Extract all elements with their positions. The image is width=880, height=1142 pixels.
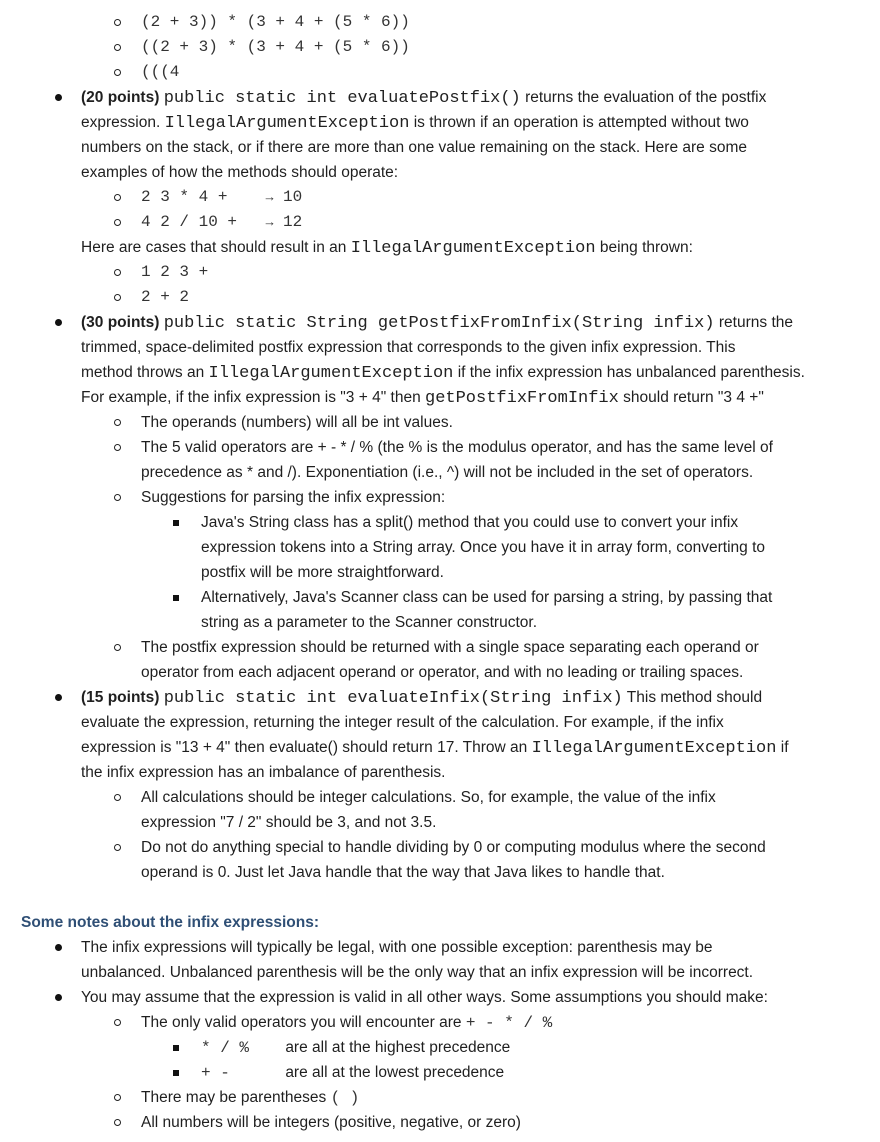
subitem [0, 835, 880, 860]
bullet-icon [55, 319, 62, 326]
subitem-continued [0, 810, 880, 835]
postfix-result: 10 [283, 188, 303, 206]
hollow-bullet-icon [114, 844, 121, 851]
subitem-text: The 5 valid operators are + - * / % (the % is the modulus operator, and has the same level of [141, 439, 773, 456]
suggestion [0, 585, 880, 610]
description: expression is "13 + 4" then evaluate() should return 17. Throw an [81, 739, 528, 756]
postfix-example-row [0, 210, 880, 235]
description-line [0, 360, 880, 385]
subitem-continued [0, 660, 880, 685]
subitem-text: operator from each adjacent operand or operator, and with no leading or trailing spaces. [141, 664, 744, 681]
description: numbers on the stack, or if there are more than one value remaining on the stack. Here are some [81, 139, 747, 156]
postfix-result: 12 [283, 213, 303, 231]
precedence-text: are all at the lowest precedence [285, 1064, 505, 1081]
arrow-icon: → [265, 190, 274, 205]
description: returns the [718, 314, 793, 331]
bullet-icon [55, 994, 62, 1001]
subitem [0, 485, 880, 510]
description-line [0, 735, 880, 760]
notes-heading: Some notes about the infix expressions: [21, 914, 320, 931]
error-intro [0, 235, 880, 260]
description: should return "3 4 +" [623, 389, 764, 406]
error-case: 1 2 3 + [141, 263, 209, 281]
suggestion-text: expression tokens into a String array. Once you have it in array form, converting to [201, 539, 766, 556]
assumption-text: All numbers will be integers (positive, negative, or zero) [141, 1114, 521, 1131]
infix-to-postfix-item [0, 310, 880, 335]
description: trimmed, space-delimited postfix expression that corresponds to the given infix expression. This [81, 339, 736, 356]
bullet-icon [55, 694, 62, 701]
hollow-bullet-icon [114, 219, 121, 226]
subitem [0, 435, 880, 460]
hollow-bullet-icon [114, 1019, 121, 1026]
description-line [0, 335, 880, 360]
description: expression. [81, 114, 161, 131]
note-bullet [0, 985, 880, 1010]
note-text: The infix expressions will typically be legal, with one possible exception: parenthesis may be [81, 939, 713, 956]
postfix-expression: 2 3 * 4 + [141, 188, 228, 206]
description: the infix expression has an imbalance of parenthesis. [81, 764, 446, 781]
hollow-bullet-icon [114, 419, 121, 426]
description: is thrown if an operation is attempted without two [413, 114, 749, 131]
method-name: getPostfixFromInfix [425, 389, 619, 408]
parentheses-symbols: ( ) [330, 1089, 360, 1107]
operators: + - [201, 1064, 230, 1082]
subitem-text: Suggestions for parsing the infix expression: [141, 489, 446, 506]
infix-example: ((2 + 3) * (3 + 4 + (5 * 6)) [141, 38, 410, 56]
square-bullet-icon [173, 595, 179, 601]
suggestion-text: postfix will be more straightforward. [201, 564, 444, 581]
hollow-bullet-icon [114, 494, 121, 501]
method-signature: public static int evaluatePostfix() [163, 89, 521, 108]
description: being thrown: [599, 239, 693, 256]
note-text: unbalanced. Unbalanced parenthesis will be the only way that an infix expression will be incorrect. [81, 964, 754, 981]
description-line [0, 160, 880, 185]
exception-name: IllegalArgumentException [350, 239, 596, 258]
assumption [0, 1110, 880, 1135]
method-signature: public static String getPostfixFromInfix(String infix) [163, 314, 715, 333]
subitem-text: expression "7 / 2" should be 3, and not 3.5. [141, 814, 437, 831]
method-signature: public static int evaluateInfix(String infix) [163, 689, 623, 708]
subitem-text: operand is 0. Just let Java handle that the way that Java likes to handle that. [141, 864, 665, 881]
postfix-example-row [0, 185, 880, 210]
bullet-icon [55, 944, 62, 951]
infix-example: (2 + 3)) * (3 + 4 + (5 * 6)) [141, 13, 410, 31]
subitem [0, 410, 880, 435]
assumption-text: The only valid operators you will encounter are [141, 1014, 462, 1031]
hollow-bullet-icon [114, 444, 121, 451]
description: evaluate the expression, returning the integer result of the calculation. For example, if the infix [81, 714, 724, 731]
precedence-row [0, 1060, 880, 1085]
hollow-bullet-icon [114, 194, 121, 201]
postfix-item [0, 85, 880, 110]
subitem-text: Do not do anything special to handle dividing by 0 or computing modulus where the second [141, 839, 766, 856]
suggestion-text: Java's String class has a split() method that you could use to convert your infix [201, 514, 739, 531]
hollow-bullet-icon [114, 269, 121, 276]
suggestion-text: string as a parameter to the Scanner constructor. [201, 614, 538, 631]
square-bullet-icon [173, 1070, 179, 1076]
error-case: 2 + 2 [141, 288, 190, 306]
infix-example: (((4 [141, 63, 180, 81]
assumption-text: There may be parentheses [141, 1089, 327, 1106]
description-line [0, 760, 880, 785]
description: returns the evaluation of the postfix [525, 89, 767, 106]
description: method throws an [81, 364, 205, 381]
operators: * / % [201, 1039, 250, 1057]
subitem-text: The operands (numbers) will all be int values. [141, 414, 453, 431]
note-continued [0, 960, 880, 985]
exception-name: IllegalArgumentException [208, 364, 454, 383]
infix-example-row [0, 35, 880, 60]
notes-heading-row [0, 910, 880, 935]
subitem-text: precedence as * and /). Exponentiation (i.e., ^) will not be included in the set of operators. [141, 464, 754, 481]
subitem-text: The postfix expression should be returned with a single space separating each operand or [141, 639, 759, 656]
description: This method should [626, 689, 763, 706]
precedence-row [0, 1035, 880, 1060]
description-line [0, 110, 880, 135]
points-label: (30 points) [81, 314, 160, 331]
hollow-bullet-icon [114, 19, 121, 26]
postfix-expression: 4 2 / 10 + [141, 213, 238, 231]
exception-name: IllegalArgumentException [531, 739, 777, 758]
hollow-bullet-icon [114, 69, 121, 76]
suggestion-continued [0, 535, 880, 560]
suggestion [0, 510, 880, 535]
assumption [0, 1085, 880, 1110]
arrow-icon: → [265, 215, 274, 230]
infix-example-row [0, 10, 880, 35]
subitem [0, 785, 880, 810]
hollow-bullet-icon [114, 294, 121, 301]
description: examples of how the methods should operate: [81, 164, 399, 181]
error-case-row [0, 285, 880, 310]
infix-example-row [0, 60, 880, 85]
error-case-row [0, 260, 880, 285]
hollow-bullet-icon [114, 1119, 121, 1126]
hollow-bullet-icon [114, 44, 121, 51]
subitem-continued [0, 860, 880, 885]
hollow-bullet-icon [114, 644, 121, 651]
square-bullet-icon [173, 1045, 179, 1051]
suggestion-text: Alternatively, Java's Scanner class can be used for parsing a string, by passing that [201, 589, 773, 606]
points-label: (15 points) [81, 689, 160, 706]
description-line [0, 135, 880, 160]
suggestion-continued [0, 610, 880, 635]
description: if [780, 739, 789, 756]
operators-list: + - * / % [465, 1014, 553, 1032]
note-bullet [0, 935, 880, 960]
suggestion-continued [0, 560, 880, 585]
points-label: (20 points) [81, 89, 160, 106]
exception-name: IllegalArgumentException [164, 114, 410, 133]
description-line [0, 385, 880, 410]
hollow-bullet-icon [114, 794, 121, 801]
hollow-bullet-icon [114, 1094, 121, 1101]
description: Here are cases that should result in an [81, 239, 347, 256]
subitem-text: All calculations should be integer calculations. So, for example, the value of the infix [141, 789, 716, 806]
subitem-continued [0, 460, 880, 485]
description: if the infix expression has unbalanced parenthesis. [457, 364, 805, 381]
subitem [0, 635, 880, 660]
description-line [0, 710, 880, 735]
bullet-icon [55, 94, 62, 101]
evaluate-infix-item [0, 685, 880, 710]
note-text: You may assume that the expression is valid in all other ways. Some assumptions you should make: [81, 989, 768, 1006]
assumption [0, 1010, 880, 1035]
square-bullet-icon [173, 520, 179, 526]
description: For example, if the infix expression is "3 + 4" then [81, 389, 421, 406]
precedence-text: are all at the highest precedence [285, 1039, 511, 1056]
